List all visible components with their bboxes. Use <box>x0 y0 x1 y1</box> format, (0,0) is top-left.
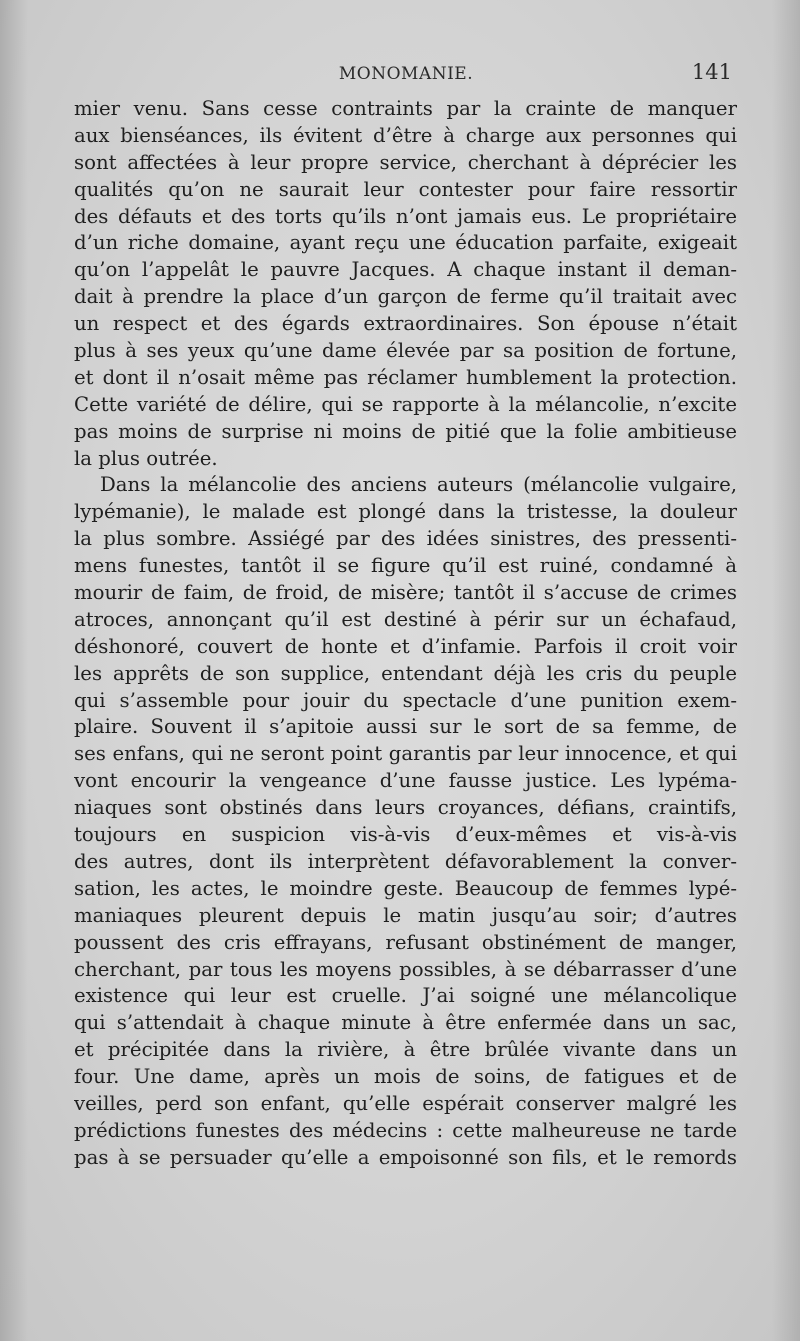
text-line: mens funestes, tantôt il se figure qu’il est ruiné, condamné à <box>74 554 737 578</box>
text-line: et dont il n’osait même pas réclamer humblement la protection. <box>74 365 737 389</box>
text-line: sation, les actes, le moindre geste. Beaucoup de femmes lypé- <box>74 876 737 900</box>
text-line: la plus outrée. <box>74 446 218 470</box>
text-line: veilles, perd son enfant, qu’elle espérait conserver malgré les <box>74 1091 737 1115</box>
paragraph-1 <box>74 96 737 472</box>
text-line: poussent des cris effrayans, refusant obstinément de manger, <box>74 930 737 954</box>
text-line: un respect et des égards extraordinaires. Son épouse n’était <box>74 312 737 336</box>
text-line: déshonoré, couvert de honte et d’infamie. Parfois il croit voir <box>74 634 737 658</box>
running-head <box>76 58 736 92</box>
text-line: Cette variété de délire, qui se rapporte à la mélancolie, n’excite <box>74 392 737 416</box>
text-line: des défauts et des torts qu’ils n’ont jamais eus. Le propriétaire <box>74 204 737 228</box>
chapter-title: MONOMANIE. <box>338 64 474 84</box>
text-line: maniaques pleurent depuis le matin jusqu’au soir; d’autres <box>74 903 737 927</box>
text-line: qualités qu’on ne saurait leur contester pour faire ressortir <box>74 177 737 201</box>
page-number: 141 <box>691 60 732 84</box>
text-line: aux bienséances, ils évitent d’être à charge aux personnes qui <box>74 123 737 147</box>
text-line: dait à prendre la place d’un garçon de ferme qu’il traitait avec <box>74 285 737 309</box>
text-line: et précipitée dans la rivière, à être brûlée vivante dans un <box>74 1038 737 1062</box>
page-shadow-right <box>772 0 800 1341</box>
text-line: qu’on l’appelât le pauvre Jacques. A chaque instant il deman- <box>74 258 737 282</box>
page-shadow-left <box>0 0 28 1341</box>
text-line: pas moins de surprise ni moins de pitié que la folie ambitieuse <box>74 419 737 443</box>
text-line: des autres, dont ils interprètent défavorablement la conver- <box>74 849 737 873</box>
text-line: pas à se persuader qu’elle a empoisonné son fils, et le remords <box>74 1145 737 1169</box>
text-line: niaques sont obstinés dans leurs croyances, défians, craintifs, <box>74 796 737 820</box>
text-line: qui s’assemble pour jouir du spectacle d’une punition exem- <box>74 688 737 712</box>
text-line: sont affectées à leur propre service, cherchant à déprécier les <box>74 150 737 174</box>
text-line: Dans la mélancolie des anciens auteurs (mélancolie vulgaire, <box>100 473 737 497</box>
body-text <box>74 96 737 1172</box>
text-line: plaire. Souvent il s’apitoie aussi sur le sort de sa femme, de <box>74 715 737 739</box>
text-line: qui s’attendait à chaque minute à être enfermée dans un sac, <box>74 1011 737 1035</box>
text-line: atroces, annonçant qu’il est destiné à périr sur un échafaud, <box>74 607 737 631</box>
text-line: ses enfans, qui ne seront point garantis par leur innocence, et qui <box>74 742 737 766</box>
text-line: prédictions funestes des médecins : cette malheureuse ne tarde <box>74 1118 737 1142</box>
text-line: mier venu. Sans cesse contraints par la crainte de manquer <box>74 97 737 120</box>
text-line: plus à ses yeux qu’une dame élevée par sa position de fortune, <box>74 339 737 363</box>
text-line: toujours en suspicion vis-à-vis d’eux-mêmes et vis-à-vis <box>74 823 737 847</box>
text-line: vont encourir la vengeance d’une fausse justice. Les lypéma- <box>74 769 737 793</box>
text-line: les apprêts de son supplice, entendant déjà les cris du peuple <box>74 661 737 685</box>
text-line: mourir de faim, de froid, de misère; tantôt il s’accuse de crimes <box>74 581 737 605</box>
text-line: la plus sombre. Assiégé par des idées sinistres, des pressenti- <box>74 527 737 551</box>
paragraph-2 <box>74 472 737 1171</box>
text-line: existence qui leur est cruelle. J’ai soigné une mélancolique <box>74 984 737 1008</box>
text-line: d’un riche domaine, ayant reçu une éducation parfaite, exigeait <box>74 231 737 255</box>
text-line: lypémanie), le malade est plongé dans la tristesse, la douleur <box>74 500 737 524</box>
text-line: four. Une dame, après un mois de soins, de fatigues et de <box>74 1065 737 1089</box>
text-line: cherchant, par tous les moyens possibles, à se débarrasser d’une <box>74 957 737 981</box>
